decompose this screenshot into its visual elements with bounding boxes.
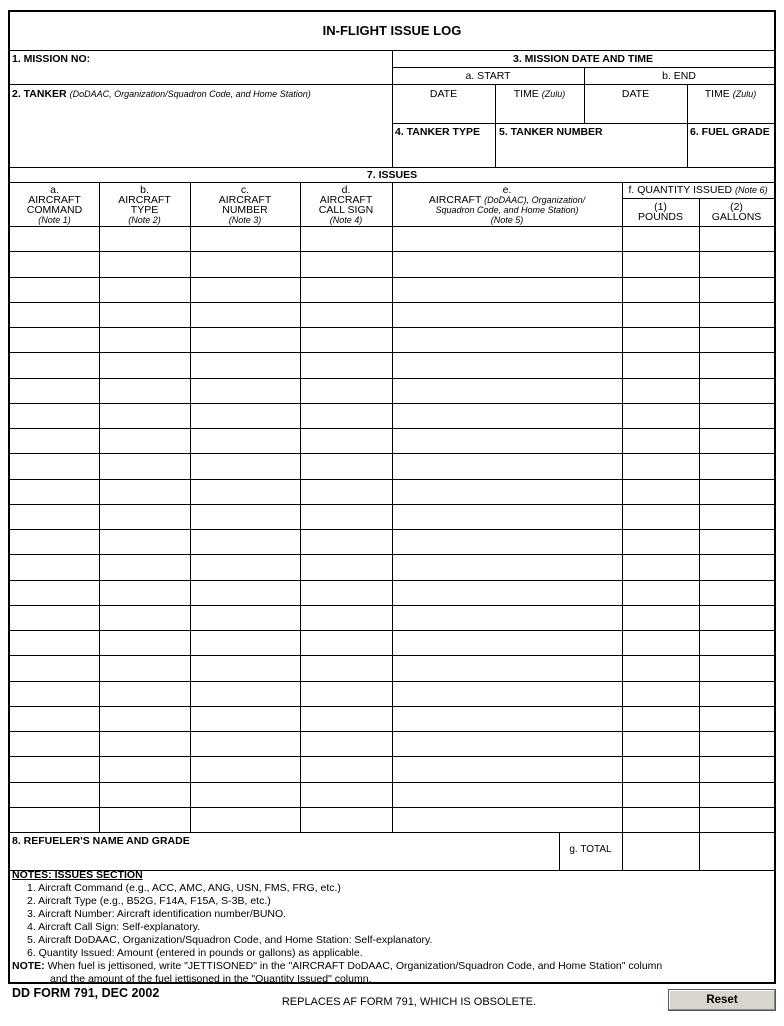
- cell-call-sign[interactable]: [301, 783, 391, 806]
- cell-call-sign[interactable]: [301, 757, 391, 780]
- cell-dodaac[interactable]: [393, 303, 621, 326]
- col-d-letter: d.: [341, 184, 351, 196]
- end-date-field[interactable]: [585, 102, 686, 122]
- cell-dodaac[interactable]: [393, 555, 621, 578]
- cell-number[interactable]: [191, 656, 299, 679]
- col-c-letter: c.: [240, 184, 250, 196]
- cell-dodaac[interactable]: [393, 631, 621, 654]
- cell-type[interactable]: [100, 732, 189, 755]
- table-row: [10, 479, 774, 504]
- cell-type[interactable]: [100, 404, 189, 427]
- col-d-note: (Note 4): [329, 215, 363, 225]
- table-row: [10, 428, 774, 453]
- cell-command[interactable]: [11, 454, 98, 477]
- start-time-label: [495, 88, 584, 100]
- cell-dodaac[interactable]: [393, 682, 621, 705]
- table-row: [10, 453, 774, 478]
- cell-command[interactable]: [11, 732, 98, 755]
- cell-gallons[interactable]: [700, 707, 773, 730]
- col-f2-label: GALLONS: [711, 211, 762, 223]
- cell-type[interactable]: [100, 707, 189, 730]
- table-row: [10, 655, 774, 680]
- cell-type[interactable]: [100, 505, 189, 528]
- col-a-line1: AIRCRAFT: [28, 194, 81, 206]
- col-f-header: [622, 185, 774, 195]
- cell-number[interactable]: [191, 227, 299, 250]
- fuel-grade-label: 6. FUEL GRADE: [690, 126, 770, 138]
- note-line2: and the amount of the fuel jettisoned in the "Quantity Issued" column.: [50, 973, 372, 985]
- cell-pounds[interactable]: [623, 379, 698, 402]
- issues-label: 7. ISSUES: [366, 169, 418, 181]
- col-b-note: (Note 2): [128, 215, 161, 225]
- cell-call-sign[interactable]: [301, 808, 391, 831]
- cell-dodaac[interactable]: [393, 404, 621, 427]
- col-a-line2: COMMAND: [26, 204, 83, 216]
- cell-type[interactable]: [100, 606, 189, 629]
- cell-call-sign[interactable]: [301, 530, 391, 553]
- cell-number[interactable]: [191, 530, 299, 553]
- cell-number[interactable]: [191, 429, 299, 452]
- col-f2-header: [699, 202, 774, 222]
- col-c-note: (Note 3): [228, 215, 262, 225]
- cell-dodaac[interactable]: [393, 353, 621, 376]
- cell-gallons[interactable]: [700, 278, 773, 301]
- note-item-2: 2. Aircraft Type (e.g., B52G, F14A, F15A, S-3B, etc.): [27, 895, 271, 907]
- cell-gallons[interactable]: [700, 757, 773, 780]
- cell-call-sign[interactable]: [301, 606, 391, 629]
- cell-number[interactable]: [191, 808, 299, 831]
- cell-gallons[interactable]: [700, 303, 773, 326]
- cell-call-sign[interactable]: [301, 732, 391, 755]
- table-row: [10, 681, 774, 706]
- mission-date-time-label: 3. MISSION DATE AND TIME: [512, 53, 653, 65]
- cell-number[interactable]: [191, 303, 299, 326]
- cell-command[interactable]: [11, 808, 98, 831]
- tanker-label-text: 2. TANKER: [12, 88, 67, 100]
- cell-number[interactable]: [191, 555, 299, 578]
- cell-gallons[interactable]: [700, 505, 773, 528]
- cell-dodaac[interactable]: [393, 328, 621, 351]
- cell-command[interactable]: [11, 353, 98, 376]
- cell-command[interactable]: [11, 757, 98, 780]
- cell-gallons[interactable]: [700, 252, 773, 275]
- cell-number[interactable]: [191, 707, 299, 730]
- cell-pounds[interactable]: [623, 505, 698, 528]
- cell-gallons[interactable]: [700, 480, 773, 503]
- cell-call-sign[interactable]: [301, 682, 391, 705]
- cell-number[interactable]: [191, 757, 299, 780]
- cell-number[interactable]: [191, 682, 299, 705]
- cell-dodaac[interactable]: [393, 732, 621, 755]
- col-f1-num: (1): [654, 201, 667, 213]
- cell-call-sign[interactable]: [301, 429, 391, 452]
- tanker-label: [12, 88, 311, 100]
- cell-command[interactable]: [11, 328, 98, 351]
- table-row: [10, 504, 774, 529]
- cell-pounds[interactable]: [623, 808, 698, 831]
- fuel-grade-field[interactable]: [688, 140, 773, 166]
- table-row: [10, 706, 774, 731]
- cell-call-sign[interactable]: [301, 555, 391, 578]
- cell-gallons[interactable]: [700, 682, 773, 705]
- cell-dodaac[interactable]: [393, 379, 621, 402]
- cell-number[interactable]: [191, 505, 299, 528]
- form-id: DD FORM 791, DEC 2002: [12, 986, 160, 1000]
- cell-number[interactable]: [191, 606, 299, 629]
- col-f-label: f. QUANTITY ISSUED: [628, 184, 733, 196]
- col-b-letter: b.: [140, 184, 149, 196]
- start-time-zulu: (Zulu): [541, 89, 566, 99]
- notes-section: [12, 869, 772, 986]
- cell-dodaac[interactable]: [393, 606, 621, 629]
- cell-type[interactable]: [100, 631, 189, 654]
- cell-number[interactable]: [191, 404, 299, 427]
- cell-dodaac[interactable]: [393, 278, 621, 301]
- table-row: [10, 580, 774, 605]
- cell-type[interactable]: [100, 783, 189, 806]
- note-label: NOTE:: [12, 960, 45, 972]
- tanker-type-label: 4. TANKER TYPE: [395, 126, 480, 138]
- col-f-note: (Note 6): [735, 185, 768, 195]
- cell-call-sign[interactable]: [301, 480, 391, 503]
- cell-dodaac[interactable]: [393, 227, 621, 250]
- note-item-1: 1. Aircraft Command (e.g., ACC, AMC, ANG, USN, FMS, FRG, etc.): [27, 882, 341, 894]
- cell-call-sign[interactable]: [301, 631, 391, 654]
- cell-type[interactable]: [100, 656, 189, 679]
- cell-call-sign[interactable]: [301, 581, 391, 604]
- col-c-line2: NUMBER: [222, 204, 268, 216]
- cell-dodaac[interactable]: [393, 505, 621, 528]
- table-row: [10, 605, 774, 630]
- cell-type[interactable]: [100, 480, 189, 503]
- cell-gallons[interactable]: [700, 631, 773, 654]
- cell-number[interactable]: [191, 783, 299, 806]
- cell-type[interactable]: [100, 808, 189, 831]
- table-row: [10, 327, 774, 352]
- cell-command[interactable]: [11, 505, 98, 528]
- cell-command[interactable]: [11, 303, 98, 326]
- cell-type[interactable]: [100, 353, 189, 376]
- cell-gallons[interactable]: [700, 656, 773, 679]
- col-e-sub2: Squadron Code, and Home Station): [435, 205, 579, 215]
- cell-type[interactable]: [100, 278, 189, 301]
- jettison-note: [12, 960, 772, 973]
- cell-call-sign[interactable]: [301, 404, 391, 427]
- end-time-label-text: TIME: [704, 88, 730, 100]
- cell-gallons[interactable]: [700, 454, 773, 477]
- table-row: [10, 807, 774, 832]
- cell-dodaac[interactable]: [393, 429, 621, 452]
- cell-type[interactable]: [100, 454, 189, 477]
- cell-command[interactable]: [11, 530, 98, 553]
- mission-no-label: 1. MISSION NO:: [12, 53, 91, 65]
- cell-gallons[interactable]: [700, 783, 773, 806]
- cell-command[interactable]: [11, 581, 98, 604]
- cell-command[interactable]: [11, 707, 98, 730]
- start-date-label: DATE: [429, 88, 458, 100]
- cell-pounds[interactable]: [623, 757, 698, 780]
- col-e-letter: e.: [502, 184, 512, 196]
- cell-dodaac[interactable]: [393, 252, 621, 275]
- table-row: [10, 277, 774, 302]
- cell-call-sign[interactable]: [301, 379, 391, 402]
- cell-type[interactable]: [100, 530, 189, 553]
- cell-type[interactable]: [100, 379, 189, 402]
- table-row: [10, 529, 774, 554]
- cell-pounds[interactable]: [623, 682, 698, 705]
- cell-gallons[interactable]: [700, 732, 773, 755]
- refueler-field[interactable]: [12, 848, 557, 869]
- cell-pounds[interactable]: [623, 252, 698, 275]
- note-item-5: 5. Aircraft DoDAAC, Organization/Squadron Code, and Home Station: Self-explanatory.: [27, 934, 433, 946]
- note-line1: When fuel is jettisoned, write "JETTISONED" in the "AIRCRAFT DoDAAC, Organization/Squadron Code, and Home Station" column: [47, 960, 663, 972]
- cell-call-sign[interactable]: [301, 454, 391, 477]
- table-row: [10, 302, 774, 327]
- cell-gallons[interactable]: [700, 606, 773, 629]
- table-row: [10, 630, 774, 655]
- cell-dodaac[interactable]: [393, 480, 621, 503]
- cell-call-sign[interactable]: [301, 353, 391, 376]
- end-time-field[interactable]: [688, 102, 773, 122]
- col-d-line1: AIRCRAFT: [319, 194, 373, 206]
- col-a-letter: a.: [50, 184, 59, 196]
- cell-number[interactable]: [191, 581, 299, 604]
- cell-command[interactable]: [11, 227, 98, 250]
- cell-pounds[interactable]: [623, 480, 698, 503]
- cell-call-sign[interactable]: [301, 656, 391, 679]
- cell-command[interactable]: [11, 278, 98, 301]
- cell-command[interactable]: [11, 606, 98, 629]
- replaces-notice: REPLACES AF FORM 791, WHICH IS OBSOLETE.: [281, 996, 537, 1008]
- refueler-label: 8. REFUELER'S NAME AND GRADE: [12, 835, 190, 847]
- tanker-label-sub: (DoDAAC, Organization/Squadron Code, and Home Station): [69, 89, 311, 99]
- cell-call-sign[interactable]: [301, 278, 391, 301]
- cell-pounds[interactable]: [623, 606, 698, 629]
- cell-gallons[interactable]: [700, 328, 773, 351]
- col-d-line2: CALL SIGN: [318, 204, 374, 216]
- cell-call-sign[interactable]: [301, 505, 391, 528]
- cell-number[interactable]: [191, 353, 299, 376]
- end-time-zulu: (Zulu): [732, 89, 757, 99]
- cell-command[interactable]: [11, 480, 98, 503]
- cell-number[interactable]: [191, 379, 299, 402]
- cell-pounds[interactable]: [623, 555, 698, 578]
- total-pounds-field[interactable]: [623, 833, 698, 869]
- col-e-line1: AIRCRAFT: [428, 194, 482, 206]
- total-label: g. TOTAL: [569, 844, 612, 855]
- cell-dodaac[interactable]: [393, 454, 621, 477]
- col-f2-num: (2): [730, 201, 743, 213]
- table-row: [10, 782, 774, 807]
- cell-dodaac[interactable]: [393, 581, 621, 604]
- cell-type[interactable]: [100, 303, 189, 326]
- col-e-header: [392, 185, 622, 225]
- cell-pounds[interactable]: [623, 353, 698, 376]
- col-c-line1: AIRCRAFT: [218, 194, 272, 206]
- cell-pounds[interactable]: [623, 404, 698, 427]
- tanker-number-field[interactable]: [496, 140, 686, 166]
- cell-pounds[interactable]: [623, 278, 698, 301]
- cell-type[interactable]: [100, 581, 189, 604]
- note-item-4: 4. Aircraft Call Sign: Self-explanatory.: [27, 921, 201, 933]
- col-b-line2: TYPE: [130, 204, 159, 216]
- cell-call-sign[interactable]: [301, 328, 391, 351]
- cell-call-sign[interactable]: [301, 252, 391, 275]
- cell-type[interactable]: [100, 429, 189, 452]
- cell-call-sign[interactable]: [301, 707, 391, 730]
- cell-number[interactable]: [191, 480, 299, 503]
- cell-pounds[interactable]: [623, 783, 698, 806]
- cell-type[interactable]: [100, 682, 189, 705]
- cell-command[interactable]: [11, 783, 98, 806]
- col-a-note: (Note 1): [38, 215, 71, 225]
- cell-number[interactable]: [191, 732, 299, 755]
- col-f1-header: [622, 202, 699, 222]
- cell-command[interactable]: [11, 631, 98, 654]
- table-row: [10, 251, 774, 276]
- cell-command[interactable]: [11, 252, 98, 275]
- cell-gallons[interactable]: [700, 808, 773, 831]
- cell-command[interactable]: [11, 429, 98, 452]
- cell-command[interactable]: [11, 379, 98, 402]
- col-b-line1: AIRCRAFT: [118, 194, 171, 206]
- cell-gallons[interactable]: [700, 581, 773, 604]
- end-label: b. END: [662, 70, 696, 82]
- table-row: [10, 378, 774, 403]
- cell-pounds[interactable]: [623, 581, 698, 604]
- cell-pounds[interactable]: [623, 429, 698, 452]
- col-f1-label: POUNDS: [638, 211, 683, 223]
- cell-dodaac[interactable]: [393, 530, 621, 553]
- total-gallons-field[interactable]: [700, 833, 773, 869]
- form-title: IN-FLIGHT ISSUE LOG: [322, 23, 462, 38]
- table-row: [10, 554, 774, 579]
- table-row: [10, 226, 774, 251]
- start-label: a. START: [465, 70, 511, 82]
- notes-title: NOTES: ISSUES SECTION: [12, 869, 143, 881]
- cell-dodaac[interactable]: [393, 783, 621, 806]
- cell-gallons[interactable]: [700, 353, 773, 376]
- cell-command[interactable]: [11, 404, 98, 427]
- cell-pounds[interactable]: [623, 328, 698, 351]
- cell-dodaac[interactable]: [393, 808, 621, 831]
- cell-pounds[interactable]: [623, 454, 698, 477]
- cell-number[interactable]: [191, 278, 299, 301]
- cell-gallons[interactable]: [700, 530, 773, 553]
- note-item-3: 3. Aircraft Number: Aircraft identification number/BUNO.: [27, 908, 287, 920]
- tanker-number-label: 5. TANKER NUMBER: [499, 126, 603, 138]
- col-c-header: [190, 185, 300, 225]
- end-date-label: DATE: [621, 88, 650, 100]
- cell-pounds[interactable]: [623, 732, 698, 755]
- tanker-field[interactable]: [12, 102, 390, 166]
- cell-gallons[interactable]: [700, 429, 773, 452]
- cell-dodaac[interactable]: [393, 707, 621, 730]
- cell-pounds[interactable]: [623, 227, 698, 250]
- col-e-note: (Note 5): [490, 215, 524, 225]
- cell-number[interactable]: [191, 252, 299, 275]
- end-time-label: [687, 88, 774, 100]
- cell-pounds[interactable]: [623, 303, 698, 326]
- cell-number[interactable]: [191, 631, 299, 654]
- cell-dodaac[interactable]: [393, 656, 621, 679]
- cell-dodaac[interactable]: [393, 757, 621, 780]
- start-time-label-text: TIME: [513, 88, 539, 100]
- cell-type[interactable]: [100, 555, 189, 578]
- col-a-header: [10, 185, 99, 225]
- note-item-6: 6. Quantity Issued: Amount (entered in pounds or gallons) as applicable.: [27, 947, 363, 959]
- start-time-field[interactable]: [496, 102, 583, 122]
- col-b-header: [99, 185, 190, 225]
- cell-number[interactable]: [191, 454, 299, 477]
- cell-type[interactable]: [100, 252, 189, 275]
- cell-pounds[interactable]: [623, 656, 698, 679]
- cell-type[interactable]: [100, 227, 189, 250]
- cell-type[interactable]: [100, 328, 189, 351]
- tanker-type-field[interactable]: [393, 140, 494, 166]
- cell-command[interactable]: [11, 682, 98, 705]
- cell-pounds[interactable]: [623, 530, 698, 553]
- cell-call-sign[interactable]: [301, 303, 391, 326]
- reset-button[interactable]: Reset: [668, 989, 776, 1011]
- col-e-sub1: (DoDAAC), Organization/: [484, 195, 586, 205]
- col-d-header: [300, 185, 392, 225]
- start-date-field[interactable]: [393, 102, 494, 122]
- cell-gallons[interactable]: [700, 404, 773, 427]
- cell-type[interactable]: [100, 757, 189, 780]
- cell-gallons[interactable]: [700, 555, 773, 578]
- table-row: [10, 756, 774, 781]
- cell-gallons[interactable]: [700, 227, 773, 250]
- mission-no-field[interactable]: [110, 51, 390, 83]
- cell-gallons[interactable]: [700, 379, 773, 402]
- cell-pounds[interactable]: [623, 707, 698, 730]
- table-row: [10, 731, 774, 756]
- table-row: [10, 352, 774, 377]
- in-flight-issue-log-form: [8, 10, 776, 984]
- cell-command[interactable]: [11, 555, 98, 578]
- table-row: [10, 403, 774, 428]
- cell-command[interactable]: [11, 656, 98, 679]
- cell-call-sign[interactable]: [301, 227, 391, 250]
- cell-pounds[interactable]: [623, 631, 698, 654]
- cell-number[interactable]: [191, 328, 299, 351]
